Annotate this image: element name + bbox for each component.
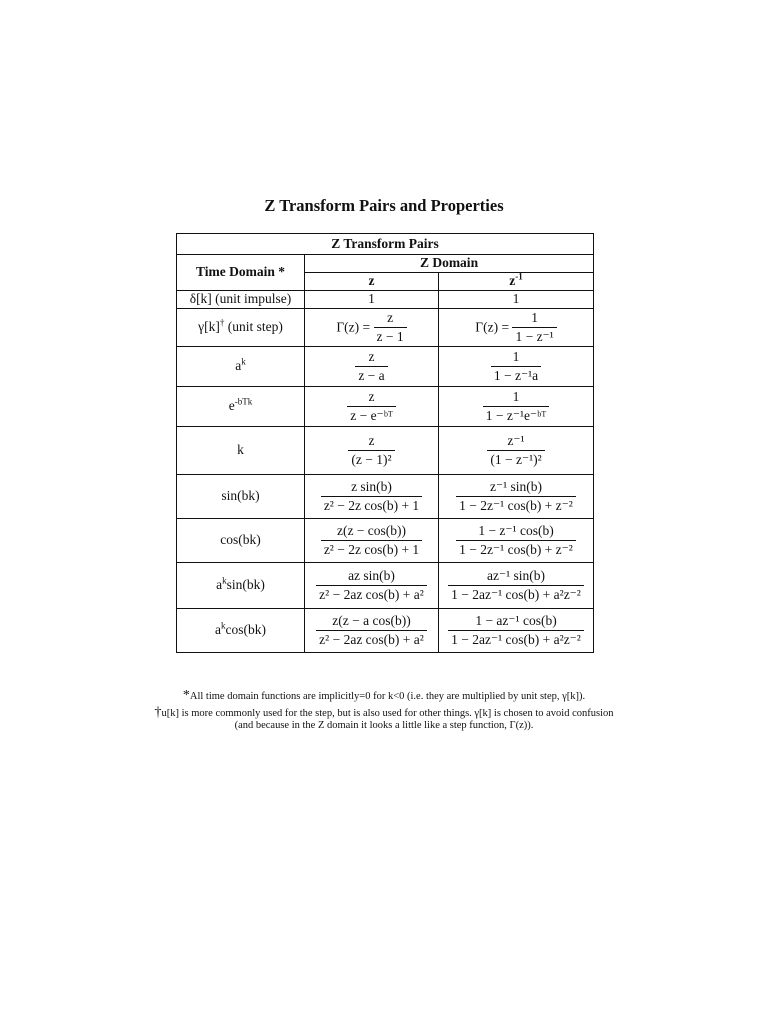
z-domain-cell-numerator: z (368, 432, 375, 448)
z-domain-cell-numerator: z sin(b) (351, 478, 392, 494)
z-domain-cell (305, 519, 439, 563)
time-domain-cell (177, 309, 305, 347)
zinv-domain-cell (439, 427, 594, 475)
zinv-domain-cell-fraction (491, 350, 541, 384)
table-caption: Z Transform Pairs (177, 234, 594, 255)
z-domain-cell-denominator: z − a (355, 366, 387, 384)
time-base: e (228, 398, 235, 414)
zinv-domain-cell (439, 309, 594, 347)
zinv-domain-cell: 1 (439, 291, 594, 309)
z-domain-cell-denominator: z² − 2az cos(b) + a² (316, 630, 427, 648)
zinv-domain-cell-denominator: 1 − 2z⁻¹ cos(b) + z⁻² (456, 540, 576, 558)
zinv-domain-cell-denominator: 1 − 2az⁻¹ cos(b) + a²z⁻² (448, 585, 584, 603)
zinv-column-base: z (509, 273, 516, 289)
table-body (177, 291, 594, 653)
time-sup: k (222, 575, 227, 586)
zinv-domain-cell-numerator: z⁻¹ (507, 432, 525, 448)
z-domain-cell (305, 347, 439, 387)
footnote-dagger-cont: (and because in the Z domain it looks a little like a step function, Γ(z)). (234, 720, 534, 731)
zinv-domain-cell-prefix: Γ(z) = (475, 319, 510, 335)
zinv-domain-cell-fraction (487, 434, 544, 468)
z-domain-cell (305, 609, 439, 653)
time-domain-cell (177, 563, 305, 609)
footnote-dagger-text: u[k] is more commonly used for the step, but is also used for other things. γ[k] is chosen to avoid confusion (161, 708, 614, 719)
z-domain-cell (305, 563, 439, 609)
z-transform-table (176, 233, 594, 653)
table-row (177, 291, 594, 309)
z-domain-cell-denominator: z² − 2az cos(b) + a² (316, 585, 427, 603)
table-row (177, 609, 594, 653)
z-domain-cell-numerator: z (387, 309, 394, 325)
z-domain-cell (305, 309, 439, 347)
z-domain-header: Z Domain (305, 255, 594, 273)
zinv-column-sup: -1 (515, 272, 523, 282)
z-domain-cell (305, 475, 439, 519)
dagger-mark: † (154, 705, 162, 720)
z-domain-cell-fraction (374, 311, 407, 345)
time-domain-header: Time Domain * (177, 255, 305, 291)
zinv-domain-cell-numerator: 1 (512, 388, 520, 404)
time-base: a (216, 577, 223, 593)
time-sup: k (221, 620, 226, 631)
zinv-domain-cell (439, 609, 594, 653)
time-base: a (235, 358, 242, 374)
zinv-domain-cell (439, 563, 594, 609)
z-domain-cell-numerator: z (368, 388, 375, 404)
zinv-domain-cell-numerator: z⁻¹ sin(b) (489, 478, 543, 494)
zinv-domain-cell-denominator: 1 − 2z⁻¹ cos(b) + z⁻² (456, 496, 576, 514)
z-domain-cell-denominator: z − 1 (374, 327, 407, 345)
table-row (177, 347, 594, 387)
z-domain-cell-denominator: z² − 2z cos(b) + 1 (321, 540, 422, 558)
time-tail: cos(bk) (225, 622, 266, 638)
z-domain-cell-numerator: z(z − cos(b)) (336, 522, 407, 538)
table-row (177, 563, 594, 609)
time-tail: (unit step) (224, 319, 283, 335)
z-domain-cell-fraction (348, 434, 394, 468)
time-domain-cell (177, 387, 305, 427)
zinv-domain-cell (439, 347, 594, 387)
zinv-column-header (439, 273, 594, 291)
z-domain-cell-denominator: z − e⁻ᵇᵀ (347, 406, 396, 424)
table-row (177, 309, 594, 347)
z-domain-cell-fraction (347, 390, 396, 424)
table-row (177, 475, 594, 519)
time-tail: sin(bk) (226, 577, 265, 593)
zinv-domain-cell-numerator: az⁻¹ sin(b) (486, 567, 546, 583)
z-domain-cell-denominator: z² − 2z cos(b) + 1 (321, 496, 422, 514)
z-domain-cell-prefix: Γ(z) = (336, 319, 371, 335)
z-column-header: z (305, 273, 439, 291)
time-domain-cell (177, 347, 305, 387)
z-domain-cell-fraction (316, 569, 427, 603)
zinv-domain-cell-numerator: 1 − z⁻¹ cos(b) (478, 522, 554, 538)
zinv-domain-cell-denominator: 1 − z⁻¹e⁻ᵇᵀ (483, 406, 549, 424)
z-domain-cell-fraction (355, 350, 387, 384)
zinv-domain-cell (439, 519, 594, 563)
zinv-domain-cell-fraction (483, 390, 549, 424)
time-domain-cell (177, 609, 305, 653)
z-domain-cell (305, 387, 439, 427)
time-sup: -bTk (234, 396, 253, 407)
footnote-dagger (0, 705, 768, 721)
zinv-domain-cell (439, 387, 594, 427)
z-domain-cell (305, 427, 439, 475)
table-row (177, 519, 594, 563)
zinv-domain-cell-fraction (512, 311, 556, 345)
zinv-domain-cell-denominator: 1 − z⁻¹a (491, 366, 541, 384)
time-domain-cell: sin(bk) (177, 475, 305, 519)
z-domain-cell-fraction (316, 614, 427, 648)
z-domain-cell-fraction (321, 524, 422, 558)
zinv-domain-cell-denominator: 1 − 2az⁻¹ cos(b) + a²z⁻² (448, 630, 584, 648)
zinv-domain-cell-fraction (456, 524, 576, 558)
time-sup: † (219, 317, 225, 328)
zinv-domain-cell-numerator: 1 (531, 309, 538, 325)
z-domain-cell-fraction (321, 480, 422, 514)
footnote-star-text: All time domain functions are implicitly=0 for k<0 (i.e. they are multiplied by unit step, γ[k]). (189, 691, 586, 702)
z-domain-cell-numerator: az sin(b) (348, 567, 395, 583)
footnote-star (0, 688, 768, 704)
time-sup: k (241, 356, 246, 367)
zinv-domain-cell (439, 475, 594, 519)
time-domain-cell: cos(bk) (177, 519, 305, 563)
zinv-domain-cell-denominator: (1 − z⁻¹)² (487, 450, 544, 468)
z-domain-cell-numerator: z(z − a cos(b)) (332, 612, 411, 628)
z-domain-cell: 1 (305, 291, 439, 309)
zinv-domain-cell-numerator: 1 − az⁻¹ cos(b) (475, 612, 557, 628)
time-domain-cell: δ[k] (unit impulse) (177, 291, 305, 309)
time-base: a (215, 622, 221, 638)
table-row (177, 427, 594, 475)
time-base: γ[k] (198, 319, 220, 335)
zinv-domain-cell-fraction (456, 480, 576, 514)
z-domain-cell-numerator: z (368, 348, 375, 364)
table-row (177, 387, 594, 427)
zinv-domain-cell-fraction (448, 569, 584, 603)
zinv-domain-cell-denominator: 1 − z⁻¹ (512, 327, 556, 345)
z-domain-cell-denominator: (z − 1)² (348, 450, 394, 468)
zinv-domain-cell-fraction (448, 614, 584, 648)
zinv-domain-cell-numerator: 1 (512, 348, 520, 364)
star-mark: * (182, 688, 190, 703)
time-domain-cell: k (177, 427, 305, 475)
page-title: Z Transform Pairs and Properties (264, 196, 504, 215)
